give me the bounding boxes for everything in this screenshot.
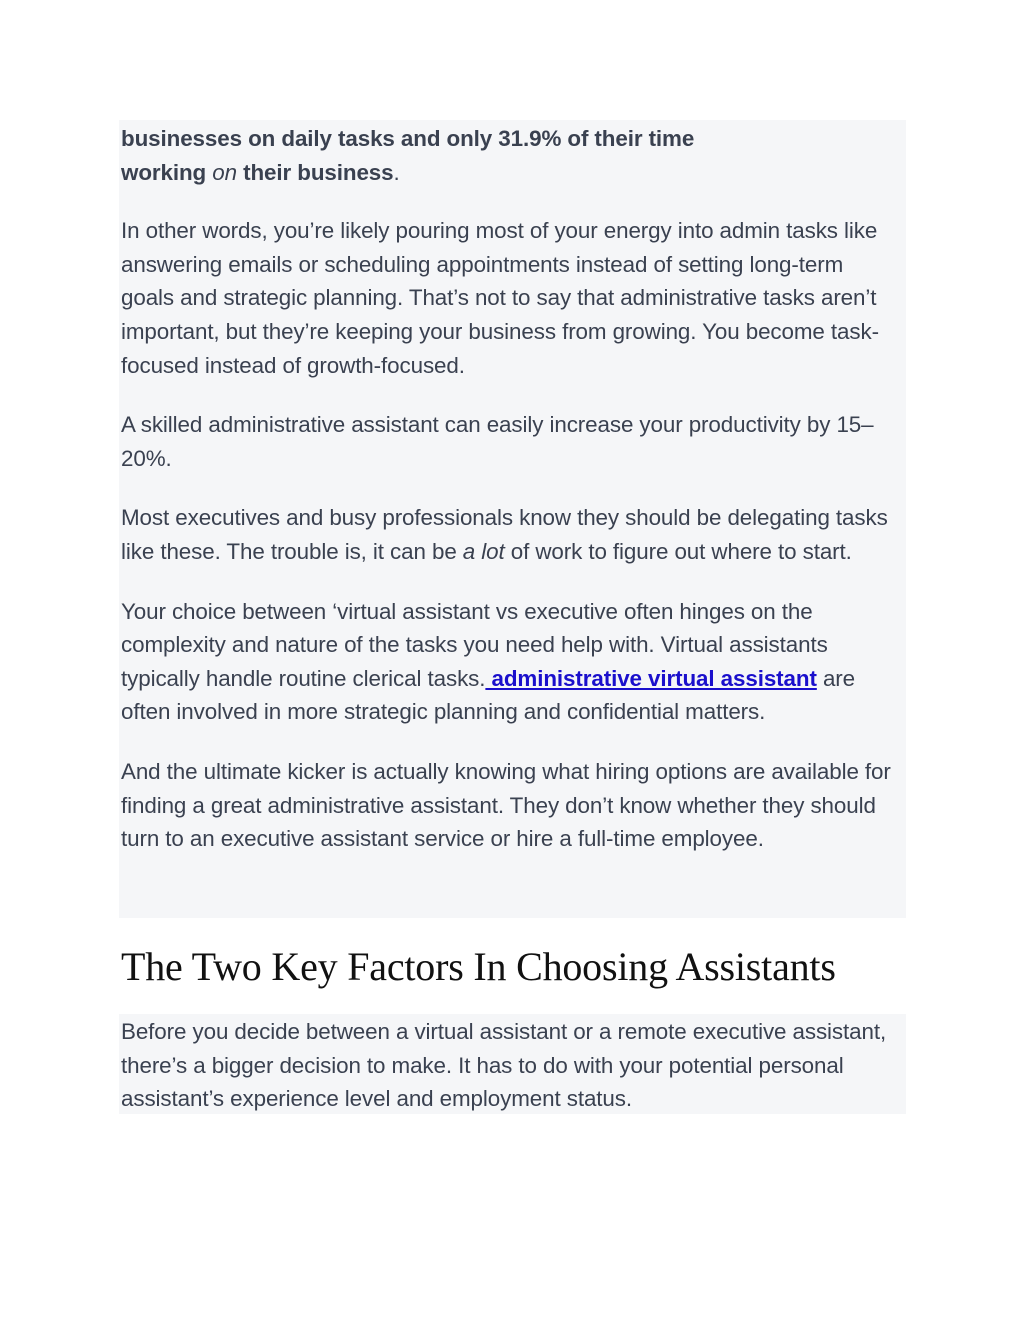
section-heading: The Two Key Factors In Choosing Assistants: [121, 944, 836, 989]
article-section-1: [119, 120, 906, 918]
lead-their-business-text: their business: [236, 159, 394, 185]
paragraph-hiring-options: And the ultimate kicker is actually knowing what hiring options are available for finding a great administrative assistant. They don’t know whether they should turn to an executive assistant service or hire a full-time employee.: [121, 758, 891, 852]
paragraph-bigger-decision: Before you decide between a virtual assistant or a remote executive assistant, there’s a bigger decision to make. It has to do with your potential personal assistant’s experience level and employment status.: [121, 1019, 887, 1112]
lead-bold-line: businesses on daily tasks and only 31.9% of their time: [121, 126, 695, 151]
delegating-text-before: Most executives and busy professionals know they should be delegating tasks like these. The trouble is, it can be: [121, 505, 888, 564]
lead-on-emphasis: on: [212, 159, 237, 185]
paragraph-choice: [121, 595, 900, 729]
lead-paragraph: [121, 122, 900, 189]
paragraph-admin-energy: In other words, you’re likely pouring most of your energy into admin tasks like answering emails or scheduling appointments instead of setting long-term goals and strategic planning. That’s not to say that administrative tasks aren’t important, but they’re keeping your business from growing. You become task-focused instead of growth-focused.: [121, 218, 879, 378]
administrative-virtual-assistant-link[interactable]: administrative virtual assistant: [485, 665, 817, 691]
delegating-emphasis: a lot: [462, 538, 505, 564]
paragraph-delegating: [121, 501, 900, 568]
lead-bold-working: [121, 160, 394, 185]
article-section-2: [119, 1014, 906, 1114]
choice-text-before: Your choice between ‘virtual assistant vs executive often hinges on the complexity and nature of the tasks you need help with. Virtual assistants typically handle routine clerical tasks.: [121, 598, 828, 691]
lead-period: .: [393, 159, 400, 185]
paragraph-productivity: A skilled administrative assistant can easily increase your productivity by 15–20%.: [121, 412, 874, 471]
lead-working-text: working: [121, 159, 213, 185]
choice-text-after: are often involved in more strategic planning and confidential matters.: [121, 665, 856, 725]
delegating-text-after: of work to figure out where to start.: [504, 538, 852, 564]
